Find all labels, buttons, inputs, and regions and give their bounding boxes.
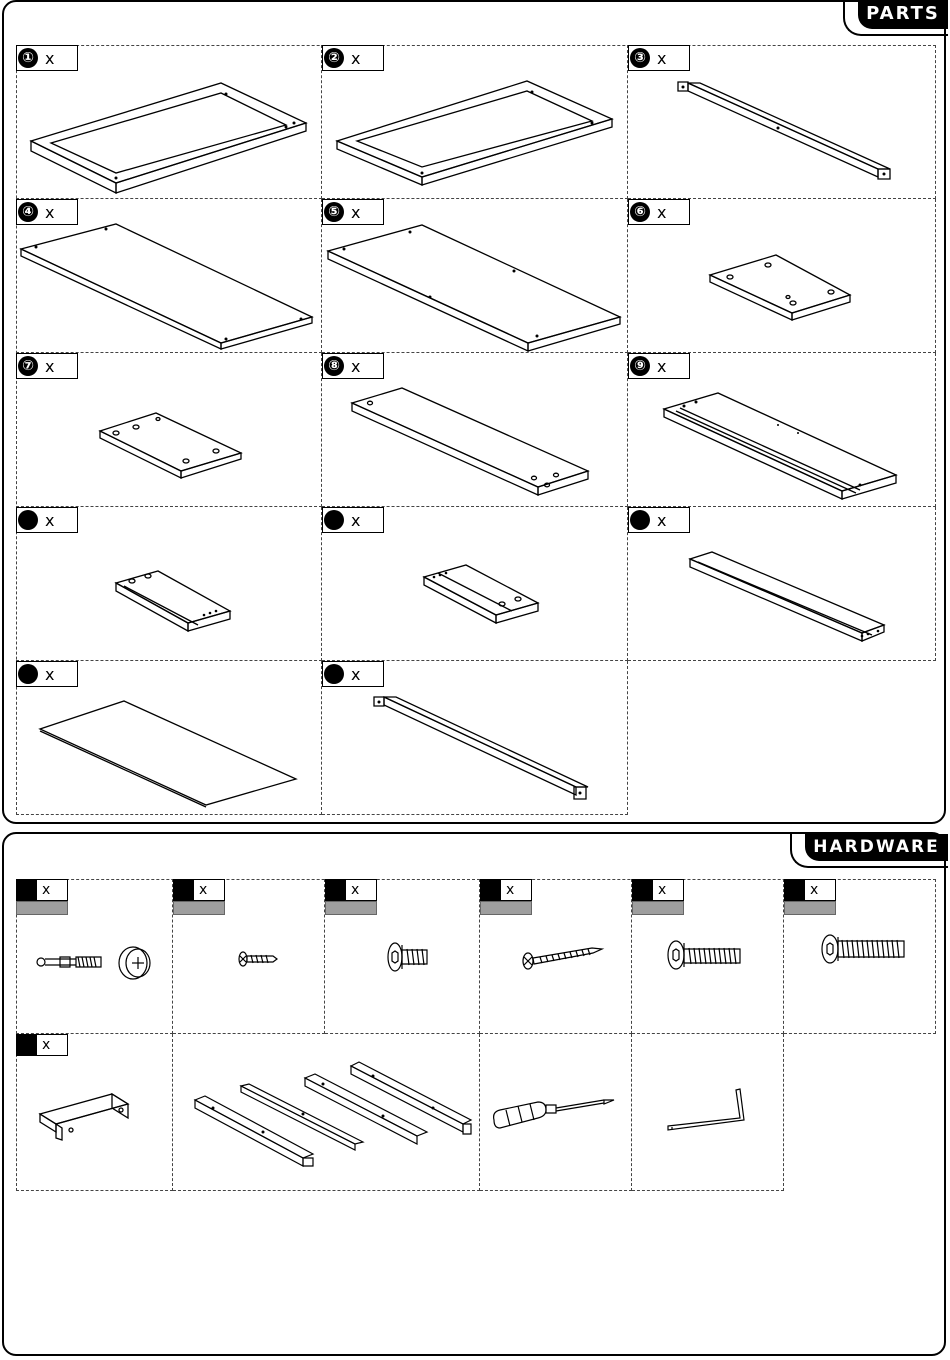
part-cell-1 <box>16 45 322 199</box>
hardware-qty-box: x <box>784 879 836 915</box>
part-number: ⑧ <box>324 356 344 376</box>
part-number: ① <box>18 48 38 68</box>
part-qty-box: x <box>628 507 690 533</box>
hardware-qty-box: x <box>480 879 532 915</box>
part-qty-box: ② x <box>322 45 384 71</box>
part-number: ⑦ <box>18 356 38 376</box>
drawer-slide-rails-icon <box>173 1034 480 1191</box>
small-board-icon <box>16 353 322 507</box>
part-qty-box: ⑧ x <box>322 353 384 379</box>
hardware-qty-box: x <box>632 879 684 915</box>
metal-bar-icon <box>628 45 936 199</box>
rectangular-frame-icon <box>16 45 322 199</box>
hardware-cell-5 <box>632 879 784 1034</box>
part-qty-box: x <box>322 661 384 687</box>
hardware-cell-slides <box>173 1034 480 1191</box>
part-qty-box: x <box>16 661 78 687</box>
metal-bar-icon <box>322 661 628 815</box>
part-qty-box: ⑤ x <box>322 199 384 225</box>
small-board-icon <box>628 199 936 353</box>
part-number: ③ <box>630 48 650 68</box>
part-qty-box: ⑨ x <box>628 353 690 379</box>
part-cell-2 <box>322 45 628 199</box>
hex-socket-bolt-icon <box>325 879 480 1034</box>
drawer-front-board-icon <box>628 507 936 661</box>
rectangular-frame-icon <box>322 45 628 199</box>
hardware-cell-6 <box>784 879 936 1034</box>
part-cell-3 <box>628 45 936 199</box>
part-qty-box: ① x <box>16 45 78 71</box>
long-board-icon <box>322 353 628 507</box>
part-number: ④ <box>18 202 38 222</box>
long-screw-icon <box>480 879 632 1034</box>
part-qty-box: x <box>322 507 384 533</box>
hardware-cell-2 <box>173 879 325 1034</box>
hardware-cell-3 <box>325 879 480 1034</box>
part-cell-12 <box>628 507 936 661</box>
grooved-board-icon <box>628 353 936 507</box>
drawer-handle-icon <box>16 1034 173 1191</box>
part-cell-8 <box>322 353 628 507</box>
medium-hex-bolt-icon <box>632 879 784 1034</box>
large-panel-icon <box>322 199 628 353</box>
hardware-qty-box: x <box>325 879 377 915</box>
allen-key-icon <box>632 1034 784 1191</box>
hardware-cell-7 <box>16 1034 173 1191</box>
part-qty-box: x <box>16 507 78 533</box>
part-number: ⑤ <box>324 202 344 222</box>
part-cell-4 <box>16 199 322 353</box>
long-hex-bolt-icon <box>784 879 936 1034</box>
part-cell-9 <box>628 353 936 507</box>
part-number: ⑨ <box>630 356 650 376</box>
drawer-side-board-icon <box>322 507 628 661</box>
part-number: ② <box>324 48 344 68</box>
part-cell-10 <box>16 507 322 661</box>
part-qty-box: ④ x <box>16 199 78 225</box>
small-screw-icon <box>173 879 325 1034</box>
hardware-cell-1 <box>16 879 173 1034</box>
part-number: ⑥ <box>630 202 650 222</box>
part-qty-box: ⑦ x <box>16 353 78 379</box>
back-panel-sheet-icon <box>16 661 322 815</box>
hardware-qty-box: x <box>173 879 225 915</box>
hardware-qty-box: x <box>16 879 68 915</box>
drawer-side-board-icon <box>16 507 322 661</box>
part-cell-5 <box>322 199 628 353</box>
part-cell-7 <box>16 353 322 507</box>
parts-title: PARTS <box>858 0 948 29</box>
hardware-cell-screwdriver <box>480 1034 632 1191</box>
part-qty-box: ⑥ x <box>628 199 690 225</box>
part-cell-14 <box>322 661 628 815</box>
cam-lock-bolt-icon <box>16 879 173 1034</box>
part-qty-box: ③ x <box>628 45 690 71</box>
hardware-title: HARDWARE <box>805 834 948 861</box>
hardware-cell-4 <box>480 879 632 1034</box>
part-cell-11 <box>322 507 628 661</box>
part-cell-6 <box>628 199 936 353</box>
part-cell-13 <box>16 661 322 815</box>
large-panel-icon <box>16 199 322 353</box>
hardware-qty-box: x <box>16 1034 68 1070</box>
screwdriver-icon <box>480 1034 632 1191</box>
hardware-cell-allen-key <box>632 1034 784 1191</box>
